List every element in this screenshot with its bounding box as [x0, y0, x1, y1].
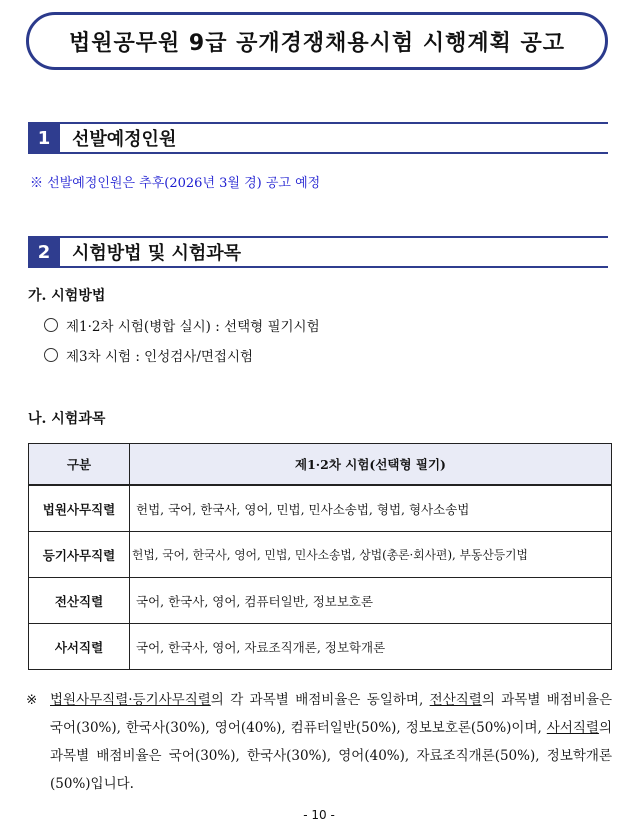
table-header-row	[29, 444, 612, 486]
remark-underlined: 전산직렬	[429, 692, 482, 708]
circle-bullet-icon	[44, 318, 58, 332]
method-item	[44, 345, 253, 365]
category-cell: 전산직렬	[29, 578, 130, 624]
subjects-cell: 국어, 한국사, 영어, 자료조직개론, 정보학개론	[130, 624, 612, 670]
subjects-cell: 국어, 한국사, 영어, 컴퓨터일반, 정보보호론	[130, 578, 612, 624]
section-rule-bottom	[60, 266, 608, 268]
section-number: 2	[28, 236, 60, 268]
category-cell: 등기사무직렬	[29, 532, 130, 578]
table-header-cell: 제1·2차 시험(선택형 필기)	[130, 444, 612, 486]
section-number: 1	[28, 122, 60, 154]
page-number: - 10 -	[303, 808, 335, 822]
section-title: 시험방법 및 시험과목	[72, 243, 242, 264]
selection-note: ※ 선발예정인원은 추후(2026년 3월 경) 공고 예정	[30, 176, 321, 191]
section-rule-bottom	[60, 152, 608, 154]
method-item-text: 제1·2차 시험(병합 실시) : 선택형 필기시험	[66, 319, 320, 335]
table-row	[29, 578, 612, 624]
document-title-box	[26, 12, 608, 70]
section-title: 선발예정인원	[72, 129, 177, 150]
method-item-text: 제3차 시험 : 인성검사/면접시험	[66, 349, 254, 365]
section-rule-top	[60, 236, 608, 238]
table-row	[29, 485, 612, 532]
category-cell: 법원사무직렬	[29, 485, 130, 532]
category-cell: 사서직렬	[29, 624, 130, 670]
section-2-heading	[28, 236, 608, 268]
table-header-cell: 구분	[29, 444, 130, 486]
weighting-remark	[26, 686, 612, 798]
table-row	[29, 532, 612, 578]
circle-bullet-icon	[44, 348, 58, 362]
method-heading: 가. 시험방법	[28, 288, 106, 304]
subjects-cell: 헌법, 국어, 한국사, 영어, 민법, 민사소송법, 상법(총론·회사편), 부동산등기법	[130, 532, 612, 578]
document-title: 법원공무원 9급 공개경쟁채용시험 시행계획 공고	[69, 30, 565, 56]
section-rule-top	[60, 122, 608, 124]
remark-text: 의 각 과목별 배점비율은 동일하며,	[210, 692, 430, 708]
remark-underlined: 사서직렬	[546, 720, 599, 736]
remark-underlined: 법원사무직렬·등기사무직렬	[50, 692, 211, 708]
subjects-table	[28, 443, 612, 670]
table-row	[29, 624, 612, 670]
remark-body	[50, 686, 612, 798]
subjects-heading: 나. 시험과목	[28, 411, 106, 427]
subjects-cell: 헌법, 국어, 한국사, 영어, 민법, 민사소송법, 형법, 형사소송법	[130, 485, 612, 532]
remark-text: 의 과목별 배점비율은 국어(30%), 한국사(30%), 영어(40%), 컴퓨터일반(50%), 정보보호론(50%)이며,	[50, 692, 612, 736]
section-1-heading	[28, 122, 608, 154]
remark-mark: ※	[26, 692, 38, 708]
method-item	[44, 315, 320, 335]
remark-text: 의 과목별 배점비율은 국어(30%), 한국사(30%), 영어(40%), 자료조직개론(50%), 정보학개론(50%)입니다.	[50, 720, 612, 792]
